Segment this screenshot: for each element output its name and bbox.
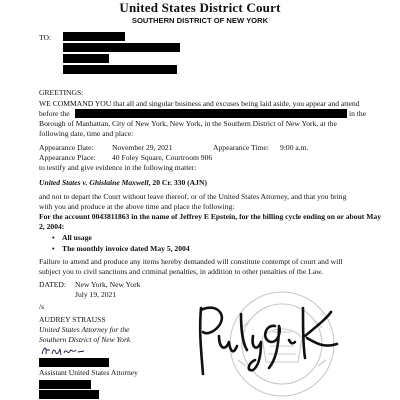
appearance-place-label: Appearance Place:	[39, 153, 96, 162]
redacted-assistant-name	[39, 358, 109, 367]
appearance-place-value: 40 Foley Square, Courtroom 906	[112, 153, 213, 162]
dated-date: July 19, 2021	[75, 290, 117, 299]
appearance-time-value: 9:00 a.m.	[280, 143, 309, 152]
redacted-recipient-line-2	[63, 43, 180, 52]
clerk-signature-image	[195, 300, 345, 380]
depart-line-1: and not to depart the Court without leave thereof, or of the United States Attorney, and that you bring	[39, 192, 347, 201]
attorney-title-1: United States Attorney for the	[39, 325, 130, 334]
appearance-date-label: Appearance Date:	[39, 143, 94, 152]
court-district: SOUTHERN DISTRICT OF NEW YORK	[131, 16, 269, 25]
command-line-1: WE COMMAND YOU that all and singular business and excuses being laid aside, you appear and attend	[39, 99, 360, 108]
assistant-title: Assistant United States Attorney	[39, 368, 138, 377]
assistant-signature-image	[40, 344, 88, 358]
depart-line-2: with you and produce at the above time and place the following:	[39, 202, 235, 211]
case-number: , 20 Cr. 330 (AJN)	[148, 178, 207, 187]
to-label: TO:	[39, 33, 52, 42]
appearance-time-label: Appearance Time:	[213, 143, 269, 152]
case-caption	[39, 178, 207, 188]
request-item: • The monthly invoice dated May 5, 2004	[48, 244, 190, 254]
dated-label: DATED:	[39, 280, 66, 289]
redacted-judge-name	[75, 109, 347, 118]
request-line-2: 2, 2004:	[39, 222, 65, 231]
request-items	[48, 233, 190, 254]
case-name: United States v. Ghislaine Maxwell	[39, 178, 149, 187]
redacted-contact-line-2	[39, 390, 99, 399]
failure-line-2: subject you to civil sanctions and criminal penalties, in addition to other penalties of the Law.	[39, 267, 323, 276]
command-line-2-start: before the	[39, 109, 70, 118]
redacted-recipient-line-3	[63, 54, 109, 63]
court-title: United States District Court	[119, 0, 281, 15]
redacted-contact-line-1	[39, 380, 91, 389]
request-line-1: For the account 0043811863 in the name of Jeffrey E Epstein, for the billing cycle ending on or about May	[39, 212, 381, 221]
attorney-name: AUDREY STRAUSS	[39, 315, 106, 324]
appearance-date-value: November 29, 2021	[112, 143, 173, 152]
signature-slash: /s	[39, 302, 45, 311]
testify-line: to testify and give evidence in the following matter:	[39, 163, 197, 172]
attorney-title-2: Southern District of New York	[39, 335, 131, 344]
redacted-recipient-line-1	[63, 32, 125, 41]
redacted-recipient-line-4	[63, 65, 177, 74]
request-item: • All usage	[48, 233, 190, 243]
command-line-4: following date, time and place:	[39, 129, 134, 138]
command-line-3: Borough of Manhattan, City of New York, New York, in the Southern District of New York, at the	[39, 119, 337, 128]
dated-place: New York, New York	[75, 280, 141, 289]
command-line-2-end: in the	[349, 109, 367, 118]
failure-line-1: Failure to attend and produce any items hereby demanded will constitute contempt of court and will	[39, 257, 343, 266]
greetings: GREETINGS:	[39, 88, 84, 97]
